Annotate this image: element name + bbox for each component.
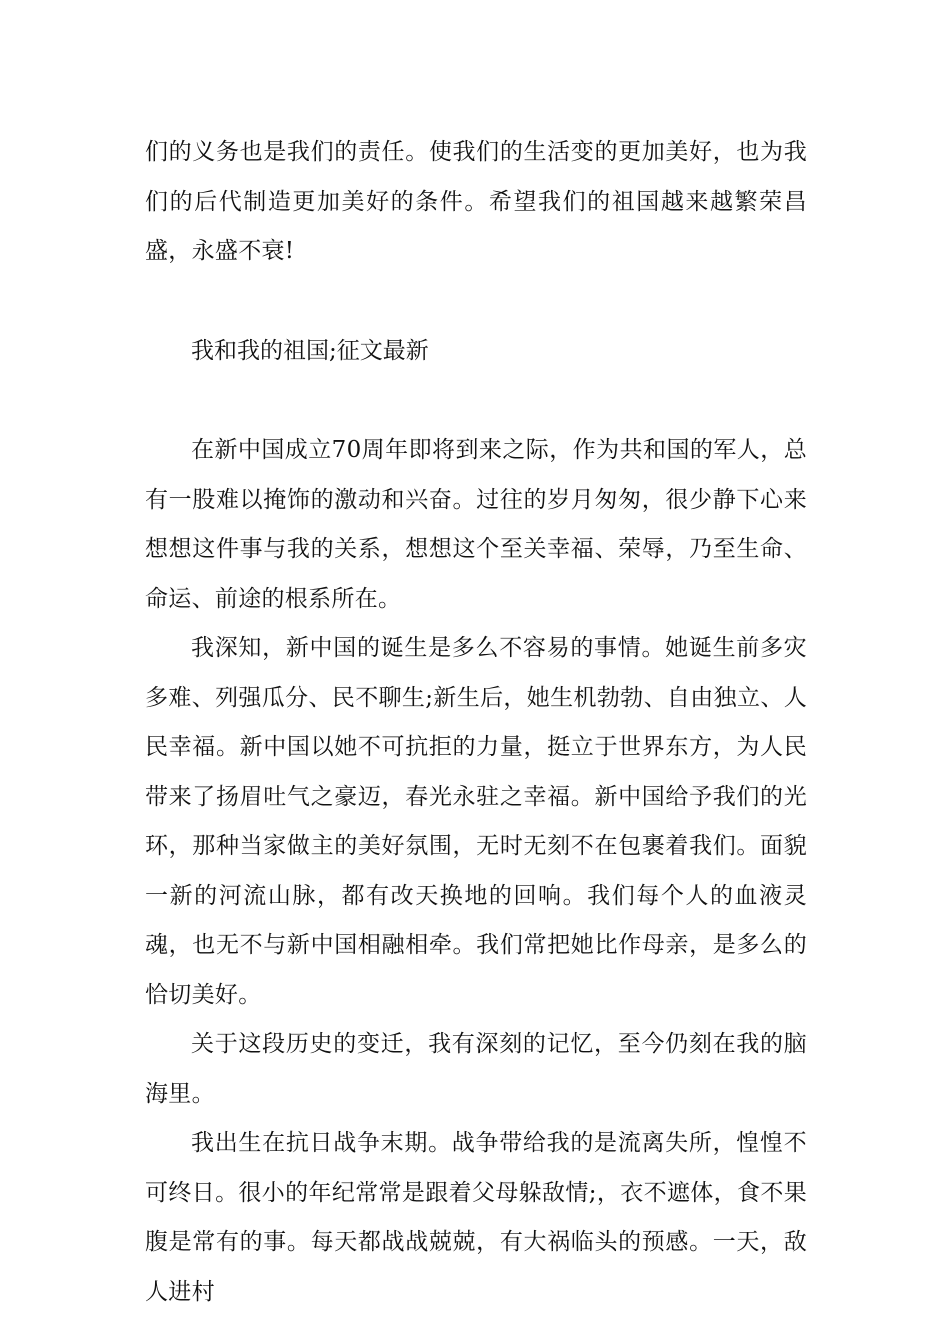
- document-page: [145, 128, 807, 1317]
- intro-paragraph: 们的义务也是我们的责任。使我们的生活变的更加美好，也为我们的后代制造更加美好的条件。希望我们的祖国越来越繁荣昌盛，永盛不衰!: [145, 139, 807, 264]
- spacer: [145, 376, 807, 426]
- spacer: [145, 277, 807, 327]
- section-title: 我和我的祖国;征文最新: [191, 337, 429, 364]
- body-paragraph-1: 在新中国成立70周年即将到来之际，作为共和国的军人，总有一股难以掩饰的激动和兴奋。过往的岁月匆匆，很少静下心来想想这件事与我的关系，想想这个至关幸福、荣辱，乃至生命、命运、前途的根系所在。: [145, 437, 807, 612]
- body-paragraph-3: 关于这段历史的变迁，我有深刻的记忆，至今仍刻在我的脑海里。: [145, 1031, 807, 1107]
- body-paragraph-4: 我出生在抗日战争末期。战争带给我的是流离失所，惶惶不可终日。很小的年纪常常是跟着父母躲敌情;，衣不遮体，食不果腹是常有的事。每天都战战兢兢，有大祸临头的预感。一天，敌人进村: [145, 1130, 807, 1305]
- body-paragraph-2: 我深知，新中国的诞生是多么不容易的事情。她诞生前多灾多难、列强瓜分、民不聊生;新生后，她生机勃勃、自由独立、人民幸福。新中国以她不可抗拒的力量，挺立于世界东方，为人民带来了扬眉吐气之豪迈，春光永驻之幸福。新中国给予我们的光环，那种当家做主的美好氛围，无时无刻不在包裹着我们。面貌一新的河流山脉，都有改天换地的回响。我们每个人的血液灵魂，也无不与新中国相融相牵。我们常把她比作母亲，是多么的恰切美好。: [145, 635, 807, 1008]
